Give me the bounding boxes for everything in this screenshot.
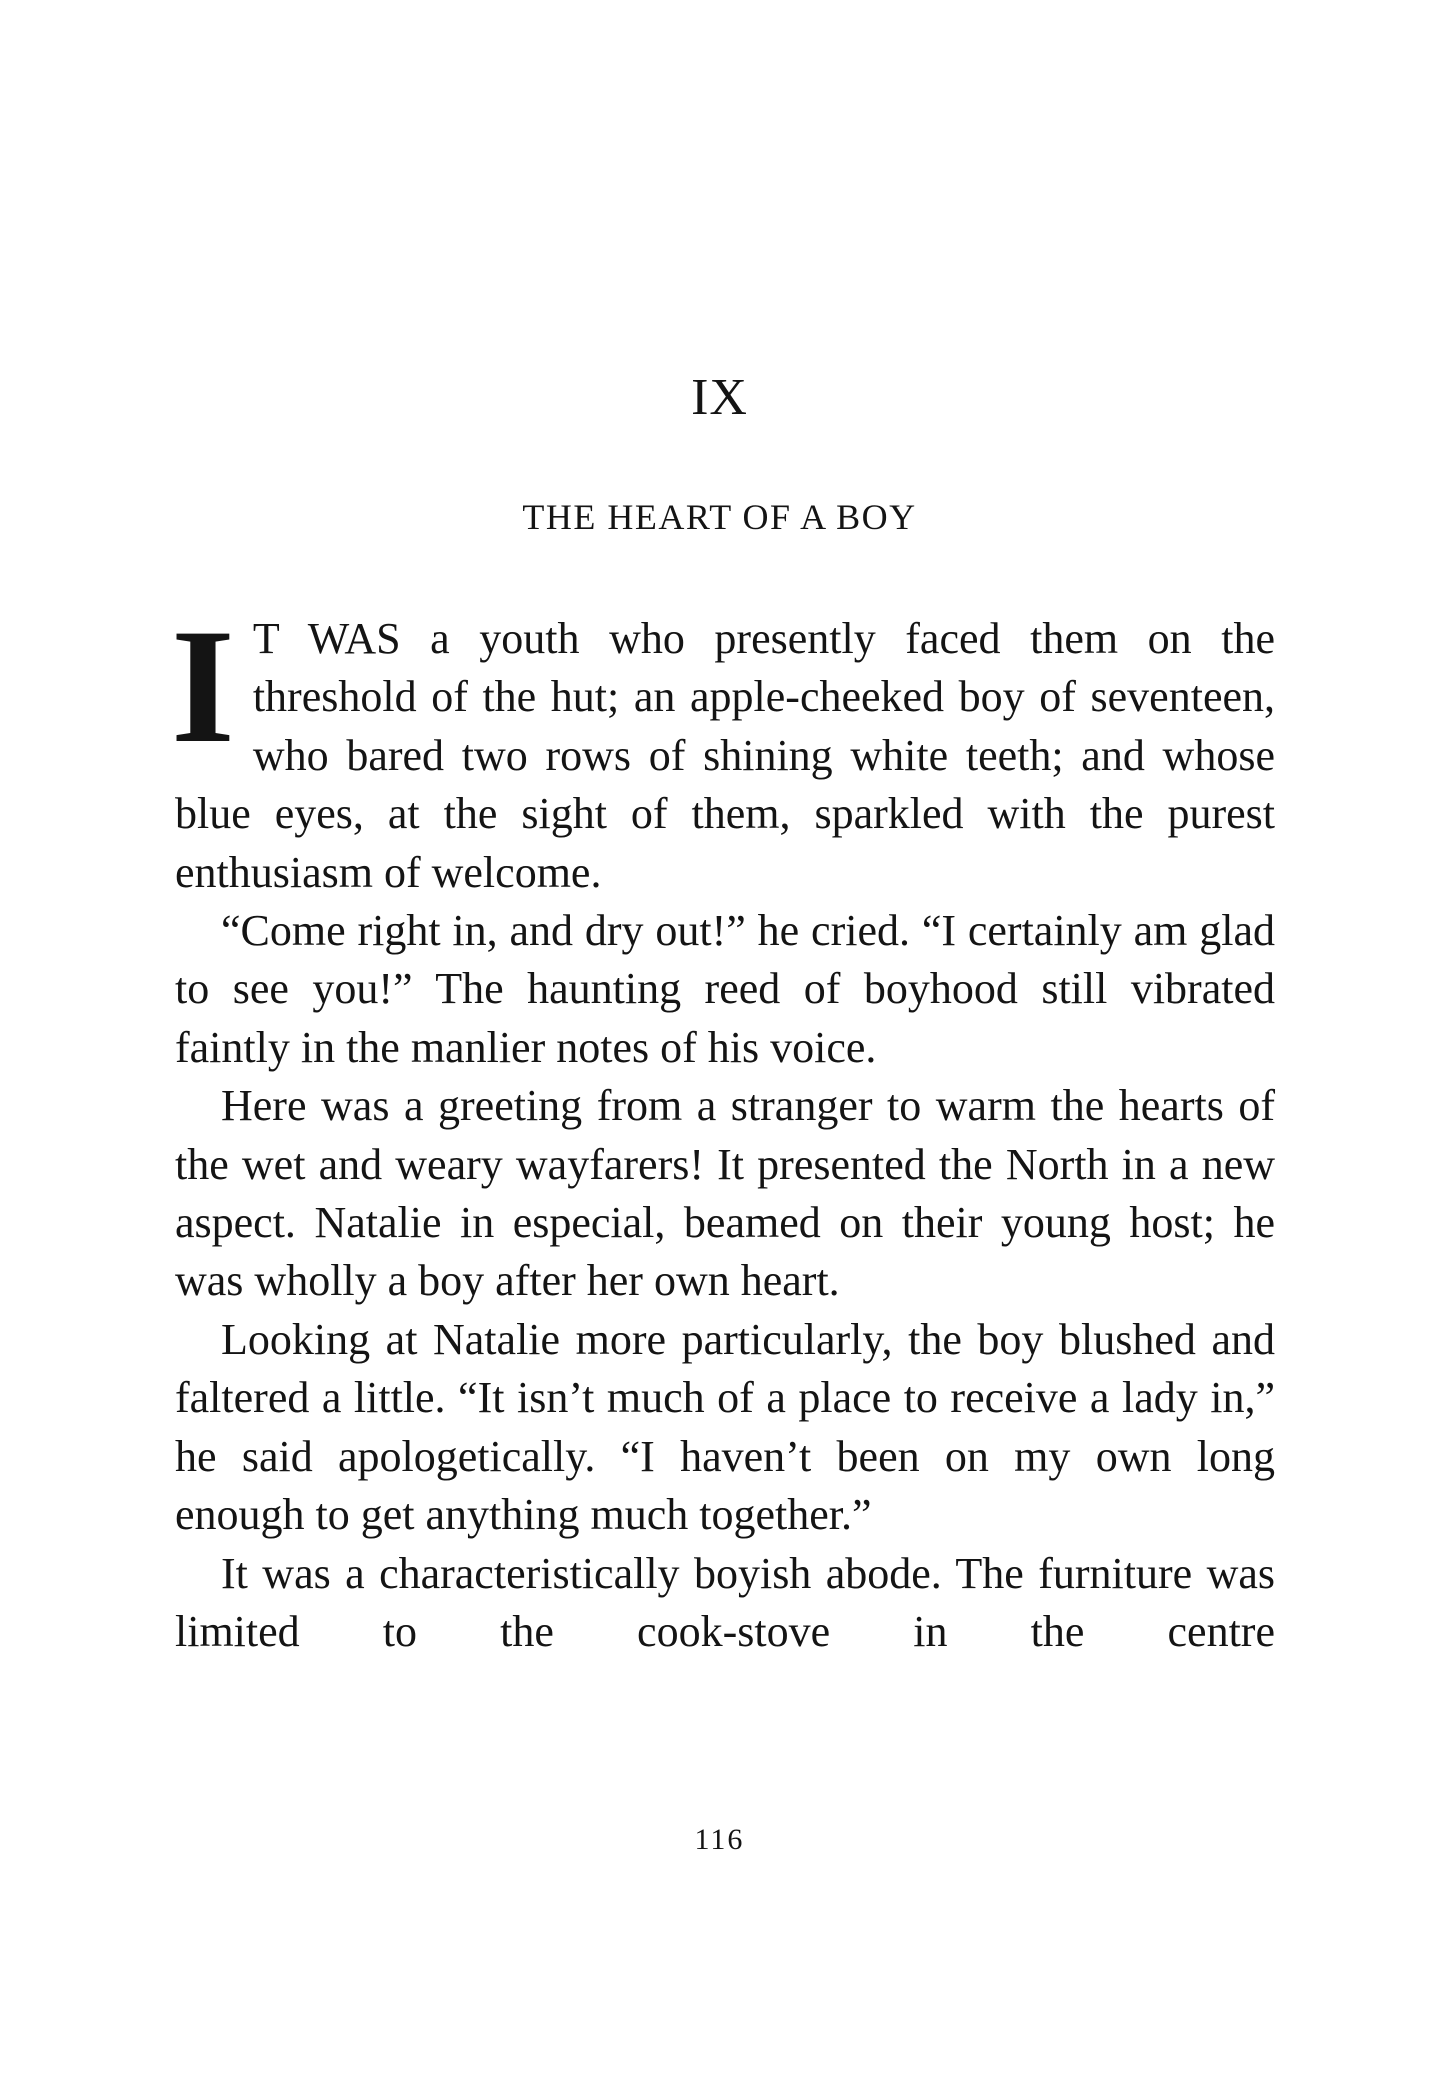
body-text bbox=[171, 596, 1275, 1661]
drop-cap: I bbox=[171, 596, 235, 777]
page-number: 116 bbox=[694, 1823, 745, 1856]
paragraph-1-text: T WAS a youth who presently faced them on the threshold of the hut; an apple-cheeked boy of seventeen, who bared two rows of shining white teeth; and whose blue eyes, at the sight of them, sparkled with the purest enthusiasm of welcome. bbox=[175, 614, 1275, 897]
chapter-title: THE HEART OF A BOY bbox=[522, 497, 917, 537]
paragraph-4: Looking at Natalie more particularly, the boy blushed and faltered a little. “It isn’t much of a place to receive a lady in,” he said apologetically. “I haven’t been on my own long enough to get anything much together.” bbox=[175, 1314, 1275, 1540]
paragraph-3: Here was a greeting from a stranger to warm the hearts of the wet and weary wayfarers! It presented the North in a new aspect. Natalie in especial, beamed on their young host; he was wholly a boy after her own heart. bbox=[175, 1081, 1275, 1306]
paragraph-2: “Come right in, and dry out!” he cried. “I certainly am glad to see you!” The haunting reed of boyhood still vibrated faintly in the manlier notes of his voice. bbox=[175, 906, 1275, 1072]
paragraph-1 bbox=[171, 596, 1275, 902]
chapter-number: IX bbox=[691, 369, 748, 426]
paragraph-5: It was a characteristically boyish abode. The furniture was limited to the cook-stove in the centre bbox=[175, 1548, 1275, 1656]
